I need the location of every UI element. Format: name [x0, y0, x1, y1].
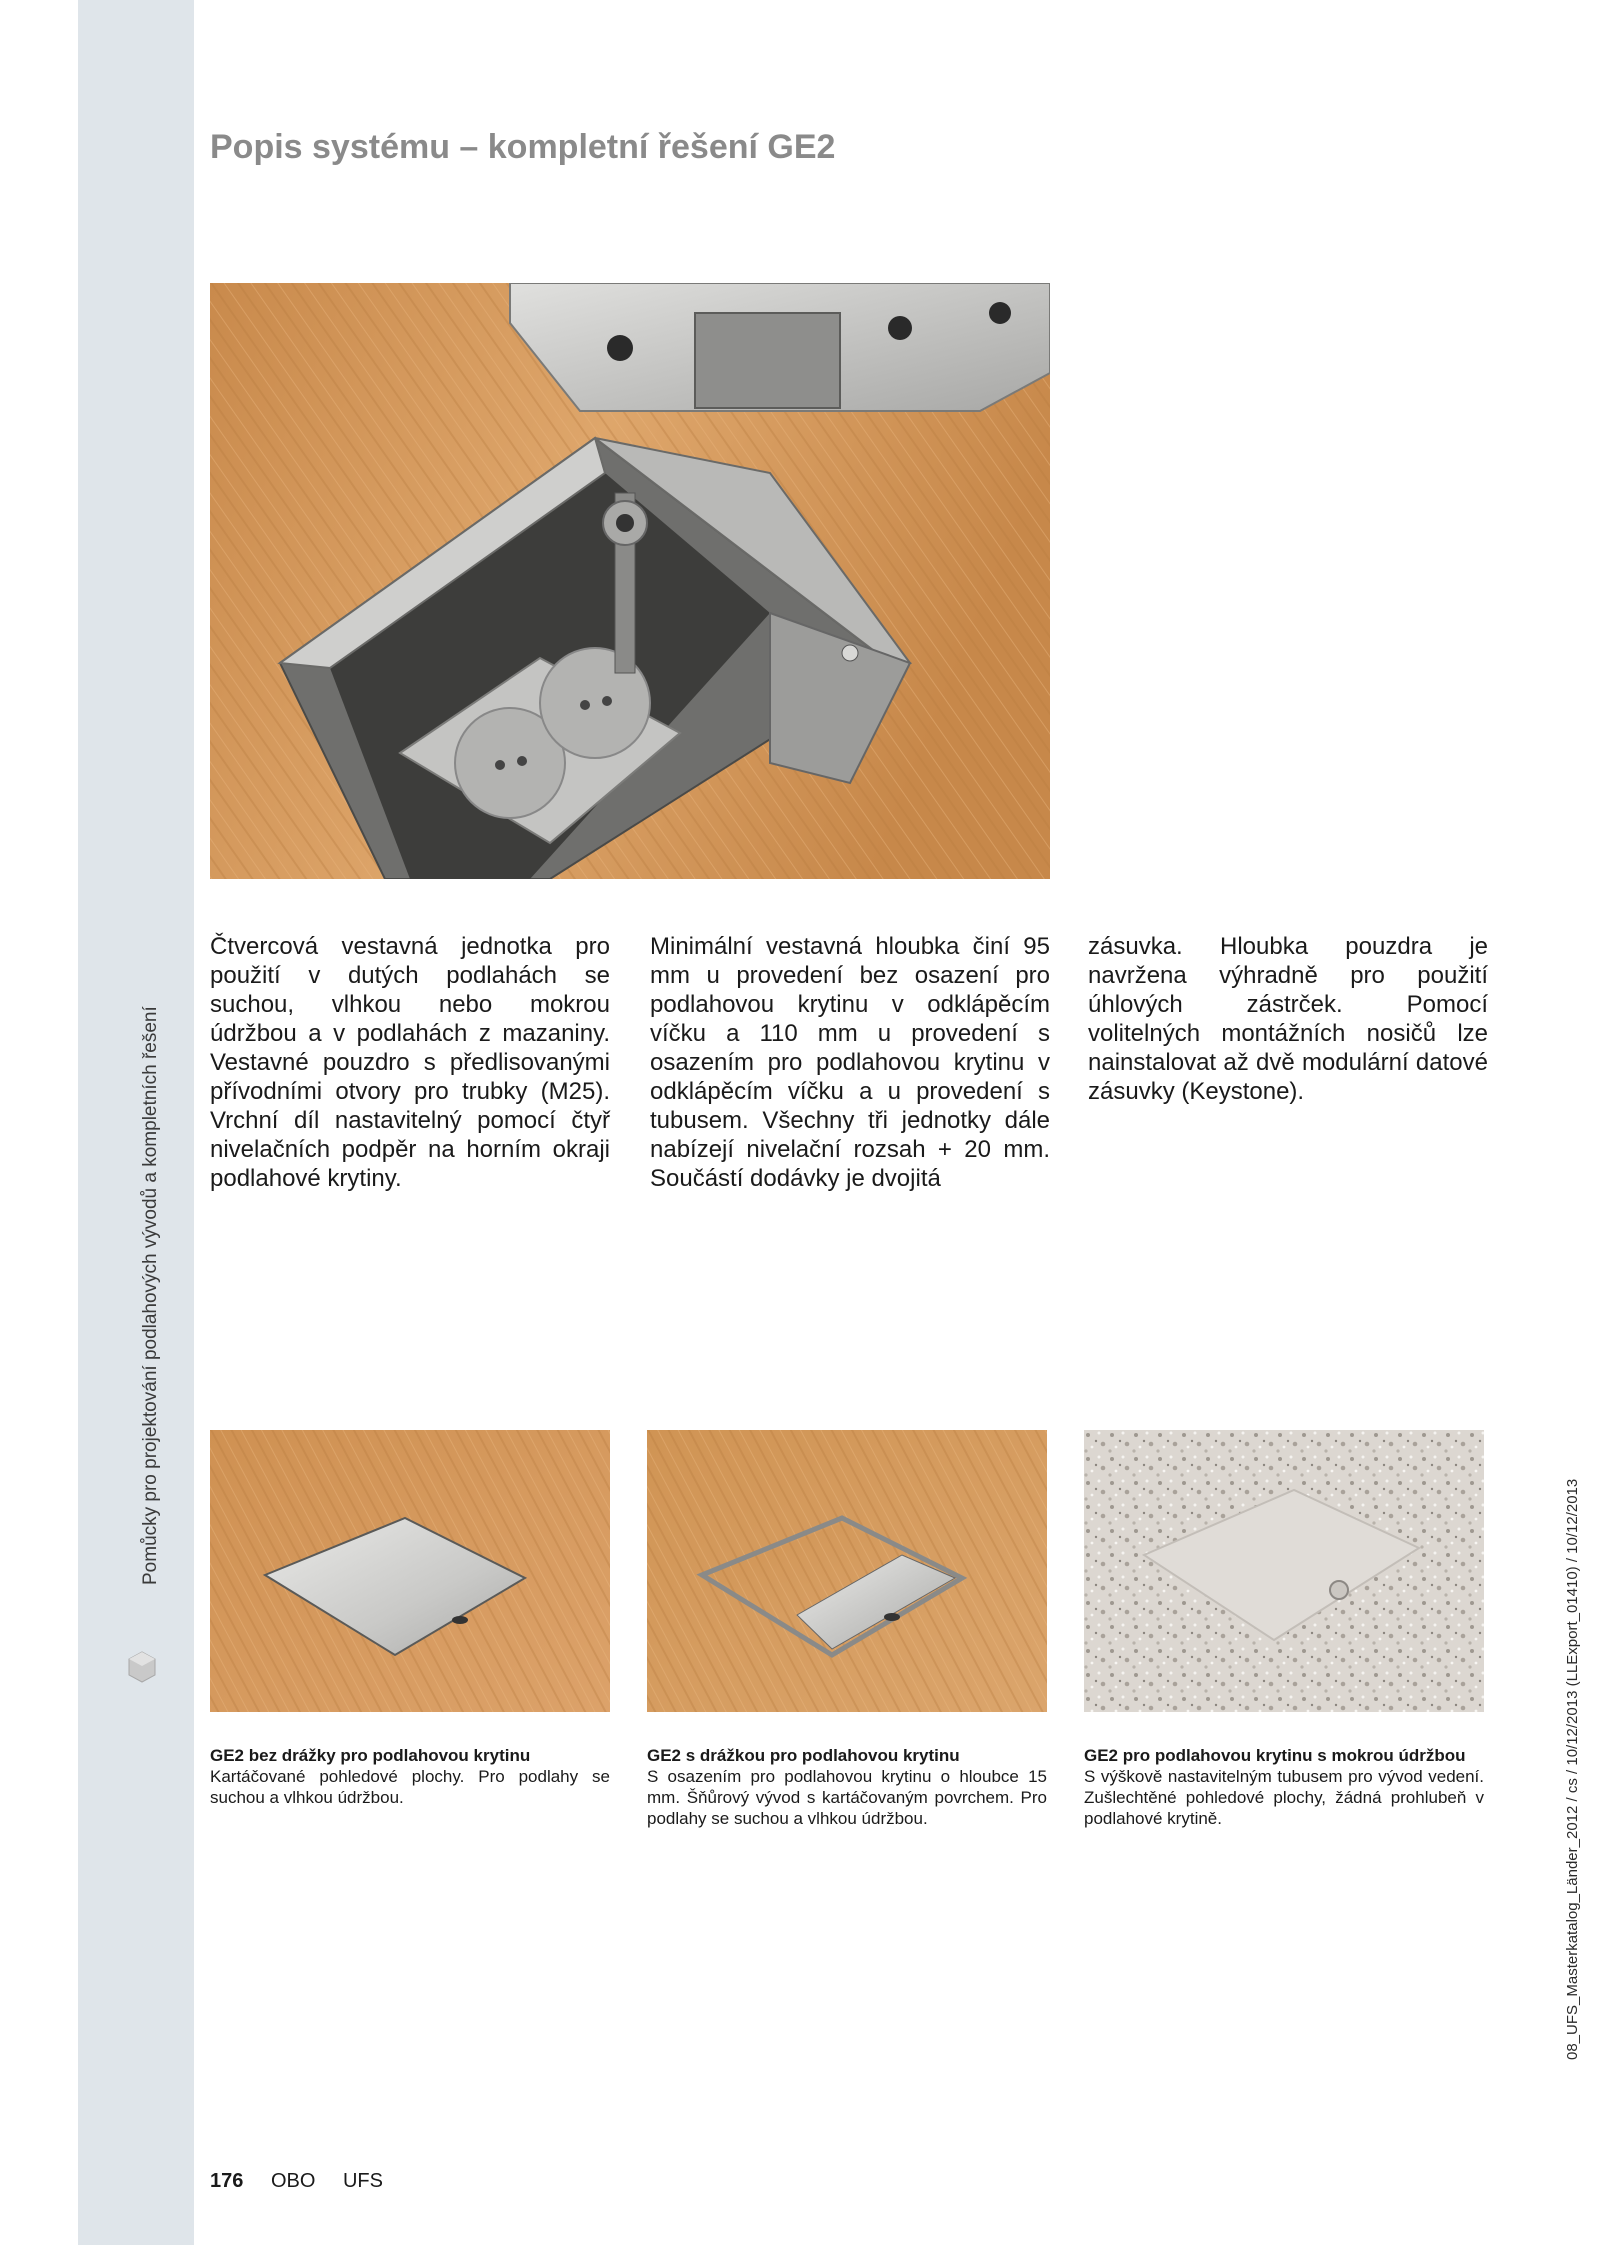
document-meta-label: 08_UFS_Masterkatalog_Länder_2012 / cs / 10/12/2013 (LLExport_01410) / 10/12/2013	[1564, 1478, 1581, 2060]
product-photo-wet-maintenance	[1084, 1430, 1484, 1712]
caption-text: S osazením pro podlahovou krytinu o hloubce 15 mm. Šňůrový vývod s kartáčovaným povrchem. Pro podlahy se suchou a vlhkou údržbou.	[647, 1767, 1047, 1828]
caption-text: Kartáčované pohledové plochy. Pro podlahy se suchou a vlhkou údržbou.	[210, 1767, 610, 1807]
footer-brand: OBO	[270, 2170, 316, 2192]
product-photo-with-groove	[647, 1430, 1047, 1712]
body-text-column-3: zásuvka. Hloubka pouzdra je navržena výhradně pro použití úhlových zástrček. Pomocí volitelných montážních nosičů lze nainstalovat až dvě modulární datové zásuvky (Keystone).	[1088, 933, 1488, 1105]
caption-wet-maintenance	[1084, 1745, 1484, 1829]
caption-no-groove	[210, 1745, 610, 1808]
sidebar-section-label: Pomůcky pro projektování podlahových vývodů a kompletních řešení	[140, 1006, 161, 1585]
hexagon-icon	[128, 1651, 156, 1683]
sidebar-band	[78, 0, 194, 2245]
footer-section: UFS	[342, 2170, 383, 2192]
page-number: 176	[210, 2170, 244, 2192]
caption-title: GE2 bez drážky pro podlahovou krytinu	[210, 1746, 531, 1765]
page-footer	[210, 2170, 405, 2193]
page-title: Popis systému – kompletní řešení GE2	[210, 128, 836, 166]
caption-title: GE2 pro podlahovou krytinu s mokrou údržbou	[1084, 1746, 1466, 1765]
caption-with-groove	[647, 1745, 1047, 1829]
body-text-column-2: Minimální vestavná hloubka činí 95 mm u provedení bez osazení pro podlahovou krytinu v odklápěcím víčku a 110 mm u provedení s osazením pro podlahovou krytinu v odklápěcím víčku a u provedení s tubusem. Všechny tři jednotky dále nabízejí nivelační rozsah + 20 mm. Součástí dodávky je dvojitá	[650, 933, 1050, 1192]
body-text-column-1: Čtvercová vestavná jednotka pro použití v dutých podlahách se suchou, vlhkou nebo mokrou údržbou a v podlahách z mazaniny. Vestavné pouzdro s předlisovanými přívodními otvory pro trubky (M25). Vrchní díl nastavitelný pomocí čtyř nivelačních podpěr na horním okraji podlahové krytiny.	[210, 933, 610, 1192]
caption-title: GE2 s drážkou pro podlahovou krytinu	[647, 1746, 960, 1765]
hero-product-photo	[210, 283, 1050, 879]
product-photo-no-groove	[210, 1430, 610, 1712]
caption-text: S výškově nastavitelným tubusem pro vývod vedení. Zušlechtěné pohledové plochy, žádná prohlubeň v podlahové krytině.	[1084, 1767, 1484, 1828]
